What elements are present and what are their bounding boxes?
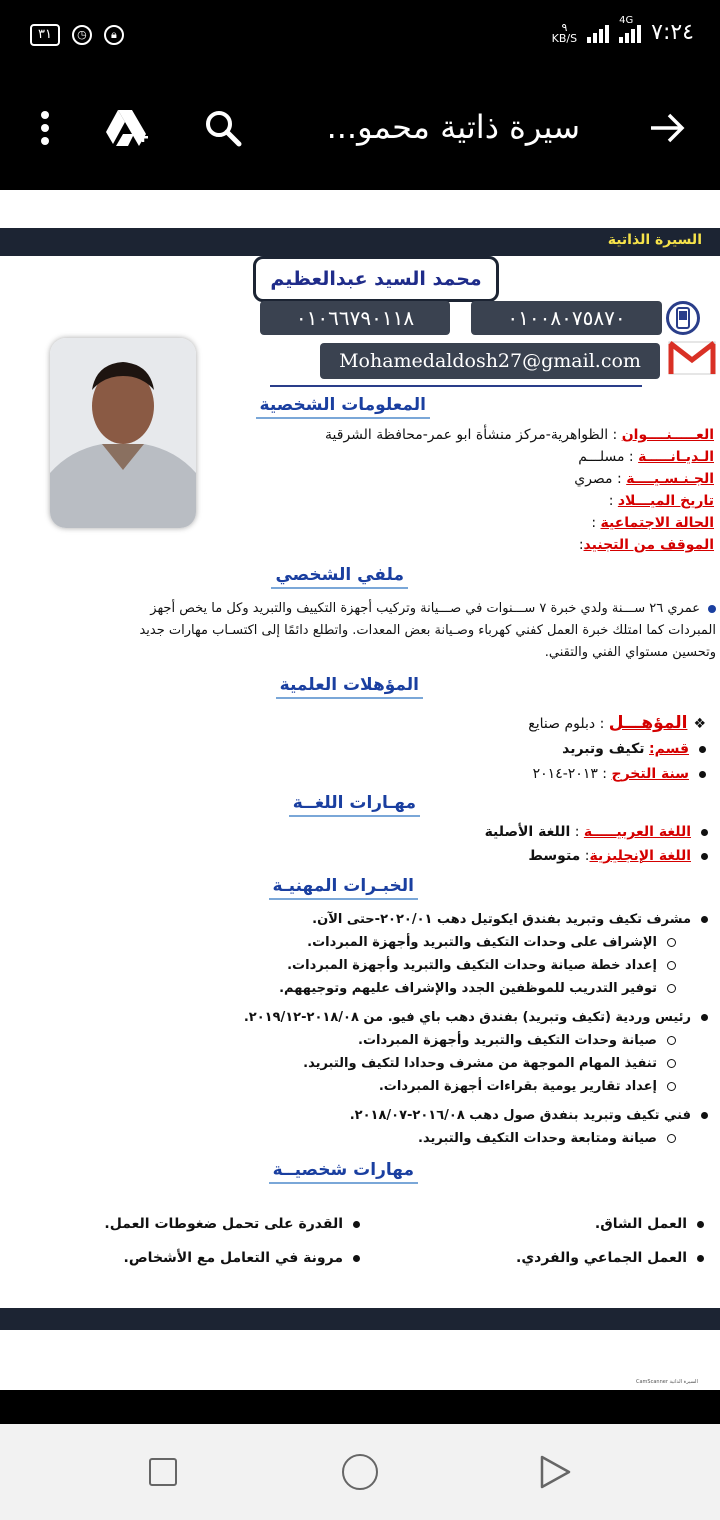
bullet-icon xyxy=(353,1255,360,1262)
alarm-icon: ◷ xyxy=(72,25,92,45)
task-text: الإشراف على وحدات التكيف والتبريد وأجهزة المبردات. xyxy=(307,935,657,950)
degree-row: ❖المؤهـــل : دبلوم صنايع xyxy=(528,713,706,733)
skill-text: العمل الشاق. xyxy=(594,1216,687,1232)
app-bar xyxy=(0,70,720,190)
cv-header-label: السيرة الذاتية xyxy=(607,232,702,248)
profile-title: ملفي الشخصي xyxy=(271,565,408,589)
graduation-value: ٢٠١٣-٢٠١٤ xyxy=(532,766,598,782)
document-title: سيرة ذاتية محمو... xyxy=(326,108,580,146)
department-row xyxy=(528,737,706,762)
bullet-icon xyxy=(699,771,706,778)
personal-info-row: الموقف من التجنيد: xyxy=(578,537,714,553)
military-status-label: الموقف من التجنيد xyxy=(583,537,714,553)
task-text: إعداد خطة صيانة وحدات التكيف والتبريد وأجهزة المبردات. xyxy=(287,958,657,973)
bullet-icon xyxy=(699,746,706,753)
skill-text: مرونة في التعامل مع الأشخاص. xyxy=(123,1250,343,1266)
system-nav-bar xyxy=(0,1424,720,1520)
phone-icon xyxy=(666,301,700,335)
search-icon[interactable] xyxy=(198,100,248,156)
profile-photo xyxy=(50,338,196,528)
skills-title: مهارات شخصيــة xyxy=(269,1160,418,1184)
nationality-value: مصري xyxy=(574,471,613,487)
net-speed-unit: KB/S xyxy=(551,31,578,45)
profile-line: المبردات كما امتلك خبرة العمل كفني كهرباء وصـيانة بعض المعدات. واتطلع دائمًا إلى اكتسـاب مهارات جديد xyxy=(139,623,716,638)
qualifications-list xyxy=(528,711,706,787)
language-level: متوسط xyxy=(528,848,581,864)
skill-item xyxy=(104,1207,360,1241)
task-text: تنفيذ المهام الموجهة من مشرف وحدادا لتكيف والتبريد. xyxy=(303,1056,657,1071)
profile-line xyxy=(4,598,716,620)
skill-text: العمل الجماعي والفردي. xyxy=(516,1250,687,1266)
language-level: اللغة الأصلية xyxy=(484,824,571,840)
ring-bullet-icon xyxy=(667,1059,676,1068)
task-item xyxy=(244,977,676,1000)
address-value: الظواهرية-مركز منشأة ابو عمر-محافظة الشرقية xyxy=(325,427,609,443)
status-bar xyxy=(0,0,720,70)
battery-indicator: ٣١ xyxy=(30,24,60,46)
signal-icon xyxy=(587,23,609,43)
net-speed xyxy=(552,22,577,44)
language-row: اللغة الإنجليزية: متوسط xyxy=(485,844,708,868)
network-type: 4G xyxy=(619,14,634,26)
department-label: قسم: xyxy=(649,741,689,757)
qualifications-title: المؤهلات العلمية xyxy=(276,675,423,699)
task-item xyxy=(244,1075,676,1098)
task-text: صيانة ومتابعة وحدات التكيف والتبريد. xyxy=(418,1131,657,1146)
language-label: اللغة العربيـــــة xyxy=(583,824,691,840)
ring-bullet-icon xyxy=(667,1134,676,1143)
skills-col-1 xyxy=(516,1207,704,1275)
job-title: رئيس وردية (تكيف وتبريد) بفندق دهب باي فيو. من ٢٠١٨/٠٨-٢٠١٩/١٢. xyxy=(243,1010,691,1025)
personal-info-row: الـديـانـــــة : مسلـــم xyxy=(578,449,714,465)
personal-info-row: الجـنـسـيــــة : مصري xyxy=(574,471,714,487)
bullet-icon xyxy=(701,829,708,836)
ring-bullet-icon xyxy=(667,938,676,947)
forward-arrow-icon[interactable] xyxy=(642,100,692,156)
clock: ٧:٢٤ xyxy=(651,20,694,45)
religion-value: مسلـــم xyxy=(578,449,625,465)
task-item xyxy=(244,1127,676,1150)
languages-list xyxy=(485,820,708,868)
personal-info-row: العـــــنــــوان : الظواهرية-مركز منشأة ابو عمر-محافظة الشرقية xyxy=(325,427,714,443)
nav-recent-icon[interactable] xyxy=(149,1458,177,1486)
bullet-icon xyxy=(353,1221,360,1228)
task-item xyxy=(244,1052,676,1075)
viewer-bottom-strip xyxy=(0,1390,720,1424)
personal-info-row: الحالة الاجتماعية : xyxy=(591,515,714,531)
net-speed-value: ٩ xyxy=(561,20,568,34)
bullet-icon xyxy=(708,605,716,613)
bullet-icon xyxy=(701,916,708,923)
birthdate-label: تاريخ الميـــلاد xyxy=(617,493,714,509)
bullet-icon xyxy=(697,1221,704,1228)
phone-1: ٠١٠٠٨٠٧٥٨٧٠ xyxy=(471,301,662,335)
religion-label: الـديـانـــــة xyxy=(638,449,714,465)
department-value: تكيف وتبريد xyxy=(562,741,645,757)
gmail-icon xyxy=(668,340,716,376)
task-text: توفير التدريب للموظفين الجدد والإشراف عليهم وتوجيههم. xyxy=(279,981,657,996)
task-text: صيانة وحدات التكيف والتبريد وأجهزة المبردات. xyxy=(358,1033,657,1048)
email-underline xyxy=(270,385,642,387)
task-text: إعداد تقارير يومية بقراءات أجهزة المبردات. xyxy=(378,1079,657,1094)
email: Mohamedaldosh27@gmail.com xyxy=(320,343,660,379)
skill-item xyxy=(516,1207,704,1241)
task-item xyxy=(244,954,676,977)
degree-label: المؤهـــل xyxy=(608,713,688,733)
profile-line-text: عمري ٢٦ ســـنة ولدي خبرة ٧ ســـنوات في صـــيانة وتركيب أجهزة التكييف والتبريد وكل ما يخص أجهز xyxy=(150,601,700,616)
diamond-bullet-icon: ❖ xyxy=(693,716,706,732)
signal-icon-2 xyxy=(619,23,641,43)
bullet-icon xyxy=(697,1255,704,1262)
job-item xyxy=(244,1006,708,1029)
nav-back-icon[interactable] xyxy=(538,1454,572,1494)
task-item xyxy=(244,1029,676,1052)
bullet-icon xyxy=(701,853,708,860)
skills-col-2 xyxy=(104,1207,360,1275)
cv-document[interactable] xyxy=(0,190,720,1390)
scanner-note: CamScanner السيرة الذاتية xyxy=(636,1379,698,1385)
ring-bullet-icon xyxy=(667,1036,676,1045)
languages-title: مهـارات اللغــة xyxy=(289,793,420,817)
lock-rotation-icon: 🔒︎ xyxy=(104,25,124,45)
personal-info-title: المعلومات الشخصية xyxy=(256,395,430,419)
bullet-icon xyxy=(701,1014,708,1021)
graduation-label: سنة التخرج xyxy=(611,766,689,782)
ring-bullet-icon xyxy=(667,1082,676,1091)
add-to-drive-icon[interactable] xyxy=(102,100,152,156)
phone-2: ٠١٠٦٦٧٩٠١١٨ xyxy=(260,301,450,335)
personal-info-row: تاريخ الميـــلاد : xyxy=(608,493,714,509)
cv-footer-bar xyxy=(0,1308,720,1330)
ring-bullet-icon xyxy=(667,961,676,970)
job-item xyxy=(244,908,708,931)
cv-name: محمد السيد عبدالعظيم xyxy=(253,256,499,302)
skill-item xyxy=(516,1241,704,1275)
skill-item xyxy=(104,1241,360,1275)
profile-line: وتحسين مستواي الفني والتقني. xyxy=(544,645,716,660)
bullet-icon xyxy=(701,1112,708,1119)
cv-header-bar xyxy=(0,228,720,256)
degree-value: دبلوم صنايع xyxy=(528,716,596,732)
job-title: مشرف تكيف وتبريد بفندق ايكوتيل دهب ٢٠٢٠/٠١-حتى الآن. xyxy=(312,912,691,927)
personal-info-list xyxy=(325,424,714,556)
experience-list xyxy=(244,908,708,1150)
nationality-label: الجـنـسـيــــة xyxy=(626,471,714,487)
language-label: اللغة الإنجليزية xyxy=(589,848,691,864)
job-title: فني تكيف وتبريد بنفدق صول دهب ٢٠١٦/٠٨-٢٠١٨/٠٧. xyxy=(349,1108,691,1123)
ring-bullet-icon xyxy=(667,984,676,993)
language-row: اللغة العربيـــــة : اللغة الأصلية xyxy=(485,820,708,844)
more-vert-icon[interactable] xyxy=(20,100,70,156)
job-item xyxy=(244,1104,708,1127)
address-label: العـــــنــــوان xyxy=(621,427,714,443)
task-item xyxy=(244,931,676,954)
marital-status-label: الحالة الاجتماعية xyxy=(600,515,714,531)
nav-home-icon[interactable] xyxy=(342,1454,378,1490)
experience-title: الخبـرات المهنيـة xyxy=(269,876,418,900)
skill-text: القدرة على تحمل ضغوطات العمل. xyxy=(104,1216,343,1232)
profile-text xyxy=(4,598,716,664)
graduation-row: سنة التخرج : ٢٠١٣-٢٠١٤ xyxy=(528,762,706,787)
